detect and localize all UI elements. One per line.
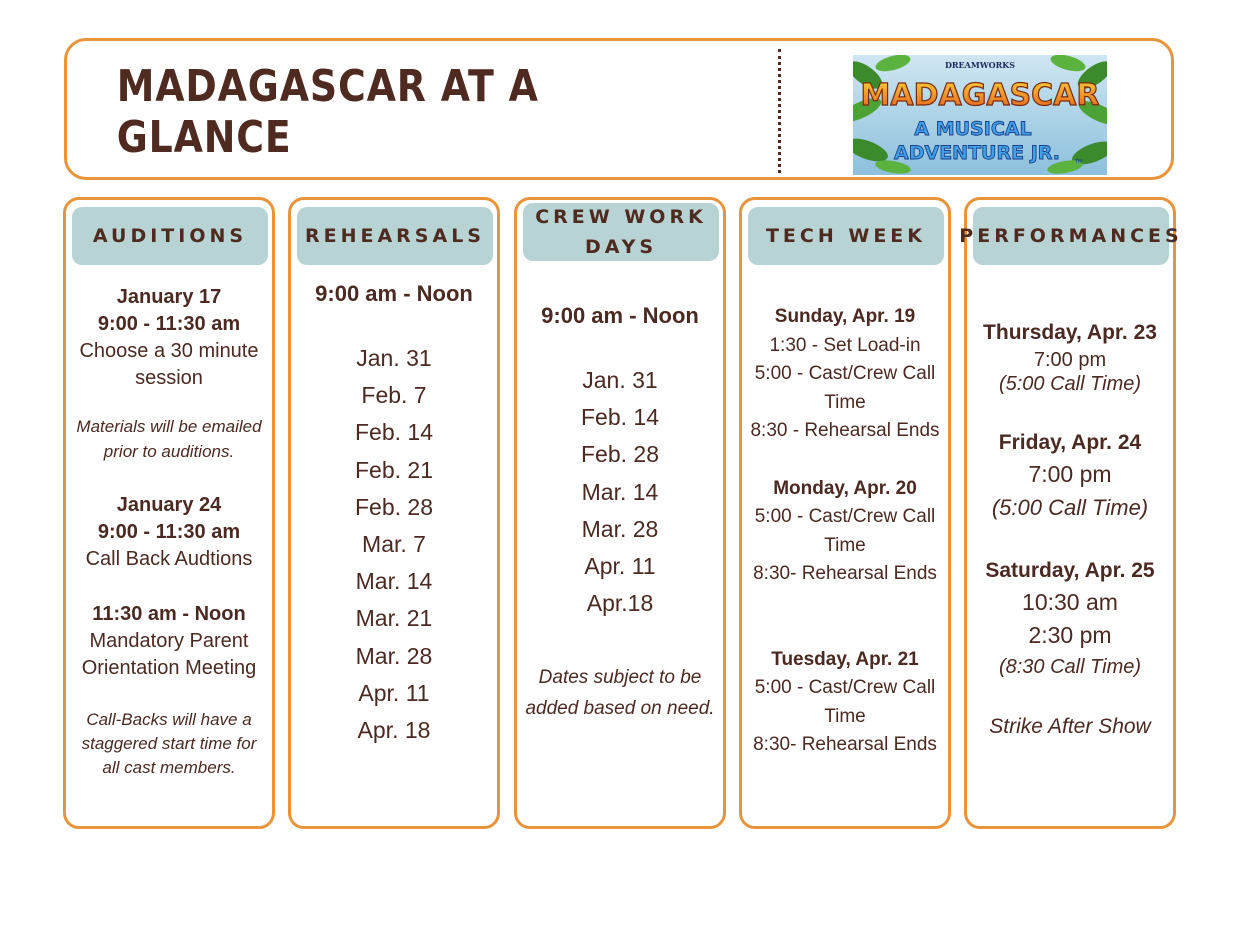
- tech-day-3: Tuesday, Apr. 21: [771, 648, 919, 670]
- performances-column: [959, 197, 1183, 829]
- tech-day-3-line-1b: Time: [824, 705, 866, 727]
- logo-brand: DREAMWORKS: [944, 60, 1016, 70]
- dotted-divider: [778, 49, 781, 173]
- rehearsal-date: Feb. 28: [355, 493, 433, 520]
- rehearsal-date: Feb. 14: [355, 419, 433, 446]
- rehearsal-date: Jan. 31: [356, 345, 432, 371]
- page-title: MADAGASCAR AT A GLANCE: [116, 61, 539, 163]
- rehearsal-date: Mar. 28: [355, 642, 433, 669]
- audition-desc-3b: Orientation Meeting: [81, 657, 257, 679]
- performance-1-day: Thursday, Apr. 23: [983, 321, 1157, 344]
- performance-3-time-1: 10:30 am: [1022, 589, 1118, 615]
- rehearsal-date: Mar. 21: [355, 605, 433, 632]
- crew-note-b: added based on need.: [525, 698, 715, 720]
- audition-desc-1a: Choose a 30 minute: [79, 340, 259, 362]
- audition-note-2a: Call-Backs will have a: [86, 710, 252, 729]
- crew-date: Jan. 31: [582, 367, 658, 393]
- rehearsal-date: Apr. 11: [358, 679, 430, 706]
- logo-main-title: MADAGASCAR: [860, 78, 1100, 113]
- crew-header: [523, 203, 719, 261]
- performance-3-time-2: 2:30 pm: [1028, 622, 1112, 648]
- audition-time-3: 11:30 am - Noon: [92, 603, 246, 625]
- auditions-header: AUDITIONS: [72, 207, 268, 265]
- audition-time-1: 9:00 - 11:30 am: [97, 313, 241, 335]
- performance-3-call: (8:30 Call Time): [998, 656, 1142, 678]
- tech-day-2-line-1a: 5:00 - Cast/Crew Call: [754, 506, 936, 527]
- crew-date: Apr.18: [586, 590, 654, 617]
- tech-day-1-line-2a: 5:00 - Cast/Crew Call: [754, 363, 936, 384]
- audition-note-1a: Materials will be emailed: [76, 417, 262, 436]
- rehearsal-date: Mar. 7: [362, 531, 426, 558]
- audition-note-2b: staggered start time for: [81, 734, 257, 753]
- logo-subtitle-1: A MUSICAL: [914, 118, 1032, 140]
- tech-day-2: Monday, Apr. 20: [773, 477, 917, 499]
- logo-trademark: TM: [1075, 159, 1083, 165]
- tech-header: TECH WEEK: [748, 207, 944, 265]
- strike-note: Strike After Show: [989, 715, 1151, 738]
- crew-date: Feb. 14: [581, 404, 659, 431]
- audition-date-1: January 17: [116, 286, 222, 308]
- audition-note-2c: all cast members.: [102, 758, 236, 777]
- rehearsal-date: Apr. 18: [357, 717, 431, 744]
- performances-header: PERFORMANCES: [973, 207, 1169, 265]
- performance-1-call: (5:00 Call Time): [998, 373, 1142, 395]
- header-banner: [64, 38, 1174, 180]
- crew-date: Feb. 28: [581, 441, 659, 468]
- rehearsals-header: REHEARSALS: [297, 207, 493, 265]
- crew-date: Mar. 14: [581, 478, 659, 505]
- audition-desc-1b: session: [135, 367, 203, 389]
- crew-column: [514, 197, 726, 829]
- rehearsal-date: Mar. 14: [355, 568, 433, 595]
- performance-2-call: (5:00 Call Time): [991, 495, 1149, 520]
- audition-desc-3a: Mandatory Parent: [89, 630, 249, 652]
- madagascar-logo: [853, 55, 1107, 175]
- auditions-column: [63, 197, 275, 829]
- tech-day-3-line-1a: 5:00 - Cast/Crew Call: [754, 677, 936, 698]
- audition-desc-2: Call Back Audtions: [85, 548, 253, 570]
- crew-body: [517, 300, 723, 724]
- tech-column: [739, 197, 951, 829]
- rehearsals-body: [291, 278, 497, 749]
- tech-day-1-line-3: 8:30 - Rehearsal Ends: [750, 420, 940, 441]
- rehearsal-date: Feb. 7: [361, 382, 427, 409]
- rehearsal-time: 9:00 am - Noon: [315, 281, 473, 306]
- tech-day-1-line-1: 1:30 - Set Load-in: [769, 334, 921, 356]
- crew-time: 9:00 am - Noon: [541, 303, 699, 328]
- rehearsals-column: [288, 197, 500, 829]
- crew-header-line-1: CREW WORK: [535, 206, 707, 228]
- performance-3-day: Saturday, Apr. 25: [985, 559, 1155, 582]
- logo-subtitle-2: ADVENTURE JR.: [894, 142, 1060, 164]
- crew-note-a: Dates subject to be: [538, 667, 702, 689]
- tech-day-1-line-2b: Time: [824, 391, 866, 413]
- rehearsal-date: Feb. 21: [355, 456, 433, 483]
- tech-day-1: Sunday, Apr. 19: [774, 306, 916, 327]
- crew-header-line-2: DAYS: [584, 236, 658, 258]
- crew-date: Mar. 28: [581, 515, 659, 542]
- audition-time-2: 9:00 - 11:30 am: [97, 521, 241, 543]
- audition-note-1b: prior to auditions.: [103, 442, 235, 461]
- auditions-body: [66, 284, 272, 780]
- performances-body: [967, 318, 1173, 742]
- performance-2-time: 7:00 pm: [1028, 461, 1112, 487]
- crew-date: Apr. 11: [584, 553, 656, 580]
- tech-day-2-line-2: 8:30- Rehearsal Ends: [753, 563, 937, 584]
- performance-2-day: Friday, Apr. 24: [998, 431, 1142, 454]
- performance-1-time: 7:00 pm: [1033, 349, 1107, 371]
- tech-day-3-line-2: 8:30- Rehearsal Ends: [753, 734, 937, 755]
- tech-body: [742, 303, 948, 760]
- tech-day-2-line-1b: Time: [824, 534, 866, 556]
- audition-date-2: January 24: [116, 494, 222, 516]
